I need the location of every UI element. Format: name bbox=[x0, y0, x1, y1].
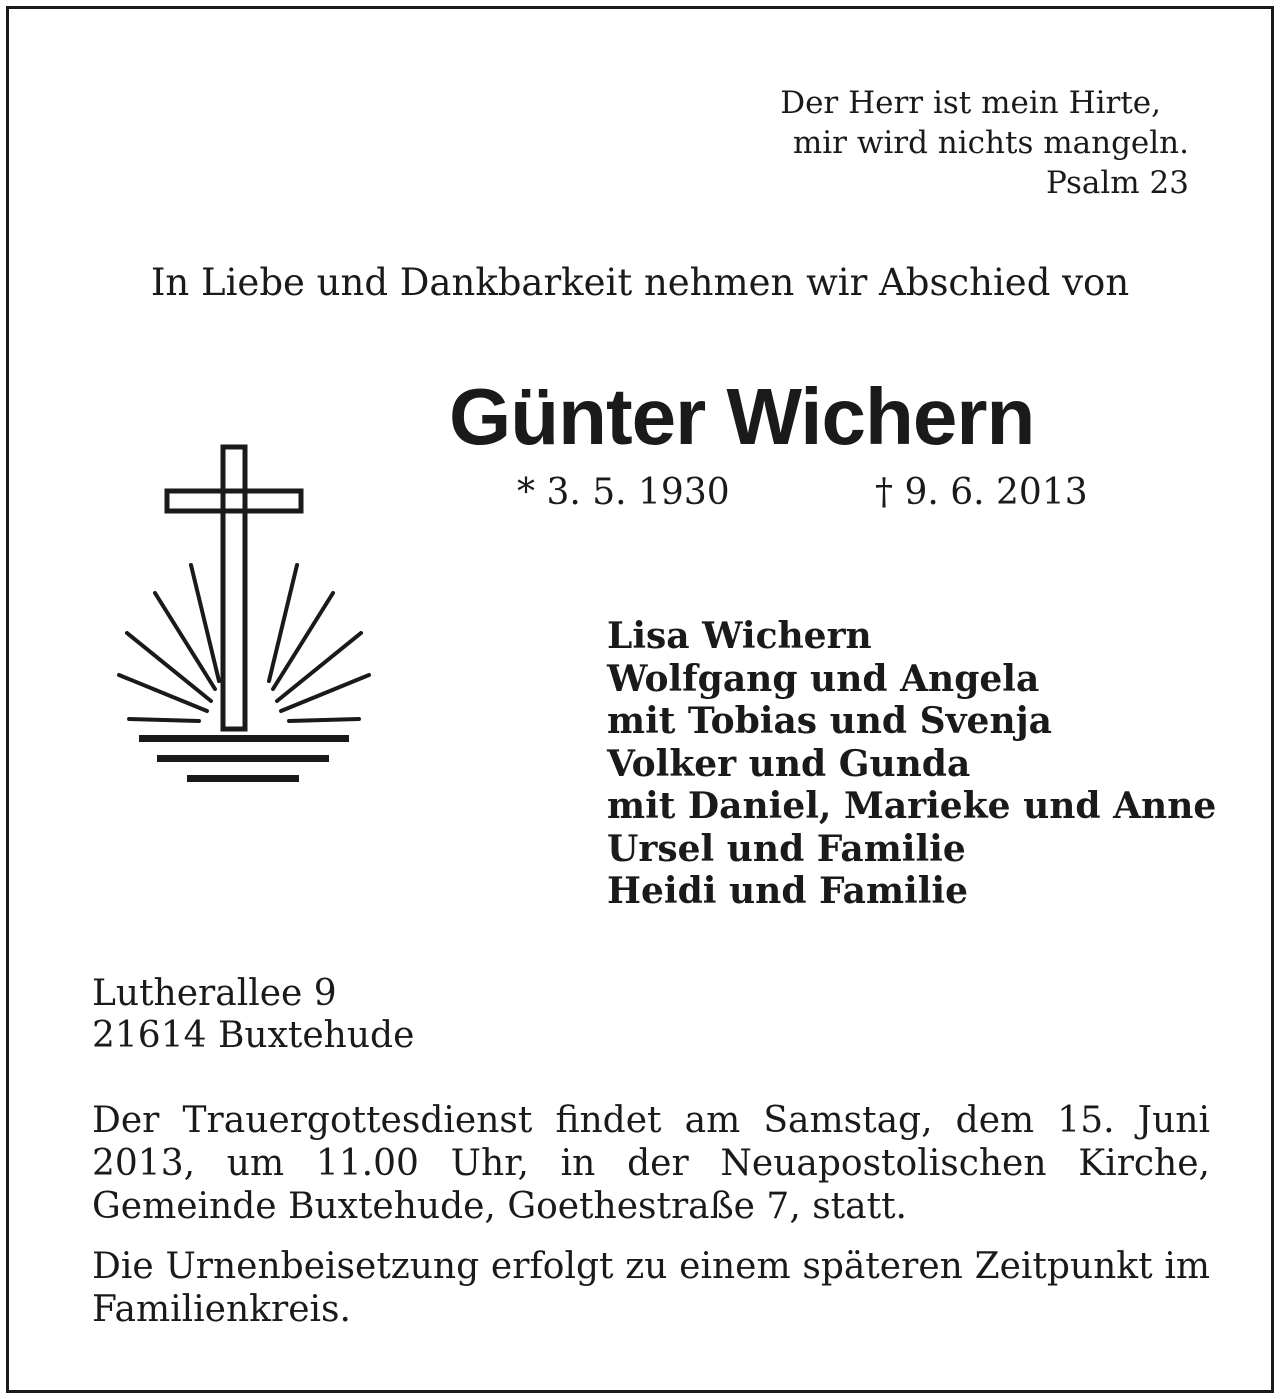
address-city: 21614 Buxtehude bbox=[92, 1015, 415, 1056]
mourner-line: Lisa Wichern bbox=[607, 615, 872, 657]
quote-line-2: mir wird nichts mangeln. bbox=[792, 125, 1189, 161]
birth-date: * 3. 5. 1930 bbox=[517, 472, 730, 513]
address-street: Lutherallee 9 bbox=[92, 973, 337, 1014]
mourner-line: Wolfgang und Angela bbox=[607, 657, 1040, 700]
mourner-line: Ursel und Familie bbox=[607, 827, 966, 870]
mourner-line: Volker und Gunda bbox=[607, 742, 971, 785]
quote-source: Psalm 23 bbox=[1045, 165, 1189, 201]
cross-sunrise-icon bbox=[109, 439, 379, 799]
mourner-line: Heidi und Familie bbox=[607, 870, 968, 912]
bible-quote bbox=[780, 83, 1189, 203]
funeral-service-info: Der Trauergottesdienst findet am Samstag, dem 15. Juni 2013, um 11.00 Uhr, in der Neuapostolischen Kirche, Gemeinde Buxtehude, Goethestraße 7, statt. bbox=[92, 1100, 1210, 1227]
obituary-notice bbox=[6, 6, 1274, 1393]
mourners-list bbox=[607, 615, 1216, 913]
death-date: † 9. 6. 2013 bbox=[875, 472, 1088, 513]
urn-burial-info: Die Urnenbeisetzung erfolgt zu einem späteren Zeitpunkt im Familienkreis. bbox=[92, 1246, 1210, 1330]
mourner-line: mit Tobias und Svenja bbox=[607, 700, 1052, 742]
deceased-name: Günter Wichern bbox=[449, 372, 1035, 461]
farewell-intro: In Liebe und Dankbarkeit nehmen wir Abschied von bbox=[150, 261, 1130, 304]
mourner-line: mit Daniel, Marieke und Anne bbox=[607, 785, 1217, 827]
address-block bbox=[92, 973, 414, 1057]
quote-line-1: Der Herr ist mein Hirte, bbox=[780, 85, 1161, 121]
